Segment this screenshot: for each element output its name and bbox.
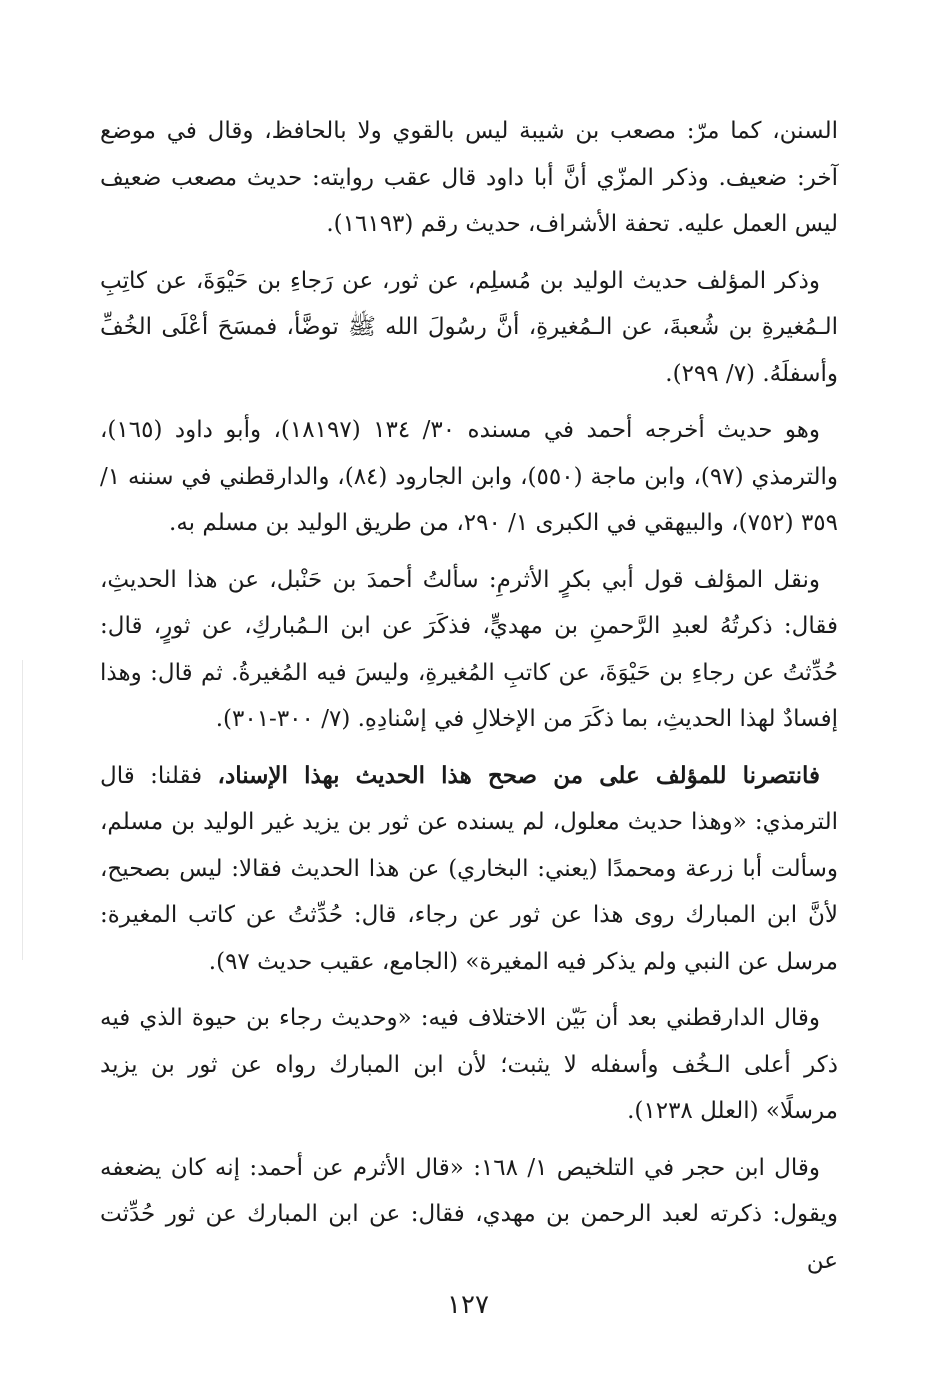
paragraph-7 — [100, 1145, 838, 1285]
paragraph-6 — [100, 995, 838, 1135]
paragraph-4-text: ونقل المؤلف قول أبي بكرٍ الأثرمِ: سألتُ أحمدَ بن حَنْبل، عن هذا الحديثِ، فقال: ذكرتُهُ لعبدِ الرَّحمنِ بن مهديٍّ، فذكَرَ عن ابن الـمُباركِ، عن ثورٍ، قال: حُدِّثتُ عن رجاءِ بن حَيْوَةَ، عن كاتبِ المُغيرةِ، وليسَ فيه المُغيرةُ. ثم قال: وهذا إفسادٌ لهذا الحديثِ، بما ذكَرَ من الإخلالِ في إسْنادِهِ. (٧/ ٣٠٠-٣٠١). — [100, 566, 838, 732]
paragraph-5-text: فقلنا: قال الترمذي: «وهذا حديث معلول، لم يسنده عن ثور بن يزيد غير الوليد بن مسلم، وسألت أبا زرعة ومحمدًا (يعني: البخاري) عن هذا الحديث فقالا: ليس بصحيح، لأنَّ ابن المبارك روى هذا عن ثور عن رجاء، قال: حُدِّثتُ عن كاتب المغيرة: مرسل عن النبي ولم يذكر فيه المغيرة» (الجامع، عقيب حديث ٩٧). — [100, 762, 838, 975]
paragraph-7-text: وقال ابن حجر في التلخيص ١/ ١٦٨: «قال الأثرم عن أحمد: إنه كان يضعفه ويقول: ذكرته لعبد الرحمن بن مهدي، فقال: عن ابن المبارك عن ثور حُدِّثت عن — [100, 1154, 838, 1274]
paragraph-1-text: السنن، كما مرّ: مصعب بن شيبة ليس بالقوي ولا بالحافظ، وقال في موضع آخر: ضعيف. وذكر المزّي أنَّ أبا داود قال عقب روايته: حديث مصعب ضعيف ليس العمل عليه. تحفة الأشراف، حديث رقم (١٦١٩٣). — [100, 118, 838, 237]
scan-margin-shadow — [22, 660, 23, 960]
paragraph-2-text: وذكر المؤلف حديث الوليد بن مُسلِم، عن ثور، عن رَجاءِ بن حَيْوَةَ، عن كاتِبِ الـمُغيرةِ بن شُعبةَ، عن الـمُغيرةِ، أنَّ رسُولَ الله ﷺ توضَّأ، فمسَحَ أعْلَى الخُفِّ وأسفلَهُ. (٧/ ٢٩٩). — [100, 267, 838, 387]
paragraph-2 — [100, 258, 838, 398]
paragraph-1 — [100, 108, 838, 248]
paragraph-5-bold-lead: فانتصرنا للمؤلف على من صحح هذا الحديث بهذا الإسناد، — [217, 761, 820, 789]
paragraph-3-text: وهو حديث أخرجه أحمد في مسنده ٣٠/ ١٣٤ (١٨١٩٧)، وأبو داود (١٦٥)، والترمذي (٩٧)، وابن ماجة (٥٥٠)، وابن الجارود (٨٤)، والدارقطني في سننه ١/ ٣٥٩ (٧٥٢)، والبيهقي في الكبرى ١/ ٢٩٠، من طريق الوليد بن مسلم به. — [100, 417, 838, 536]
page-body — [100, 108, 838, 1288]
paragraph-4 — [100, 557, 838, 743]
paragraph-5 — [100, 753, 838, 986]
paragraph-3 — [100, 407, 838, 547]
page-number: ١٢٧ — [447, 1290, 489, 1320]
paragraph-6-text: وقال الدارقطني بعد أن بَيّن الاختلاف فيه: «وحديث رجاء بن حيوة الذي فيه ذكر أعلى الـخُف وأسفله لا يثبت؛ لأن ابن المبارك رواه عن ثور بن يزيد مرسلًا» (العلل ١٢٣٨). — [100, 1005, 838, 1124]
